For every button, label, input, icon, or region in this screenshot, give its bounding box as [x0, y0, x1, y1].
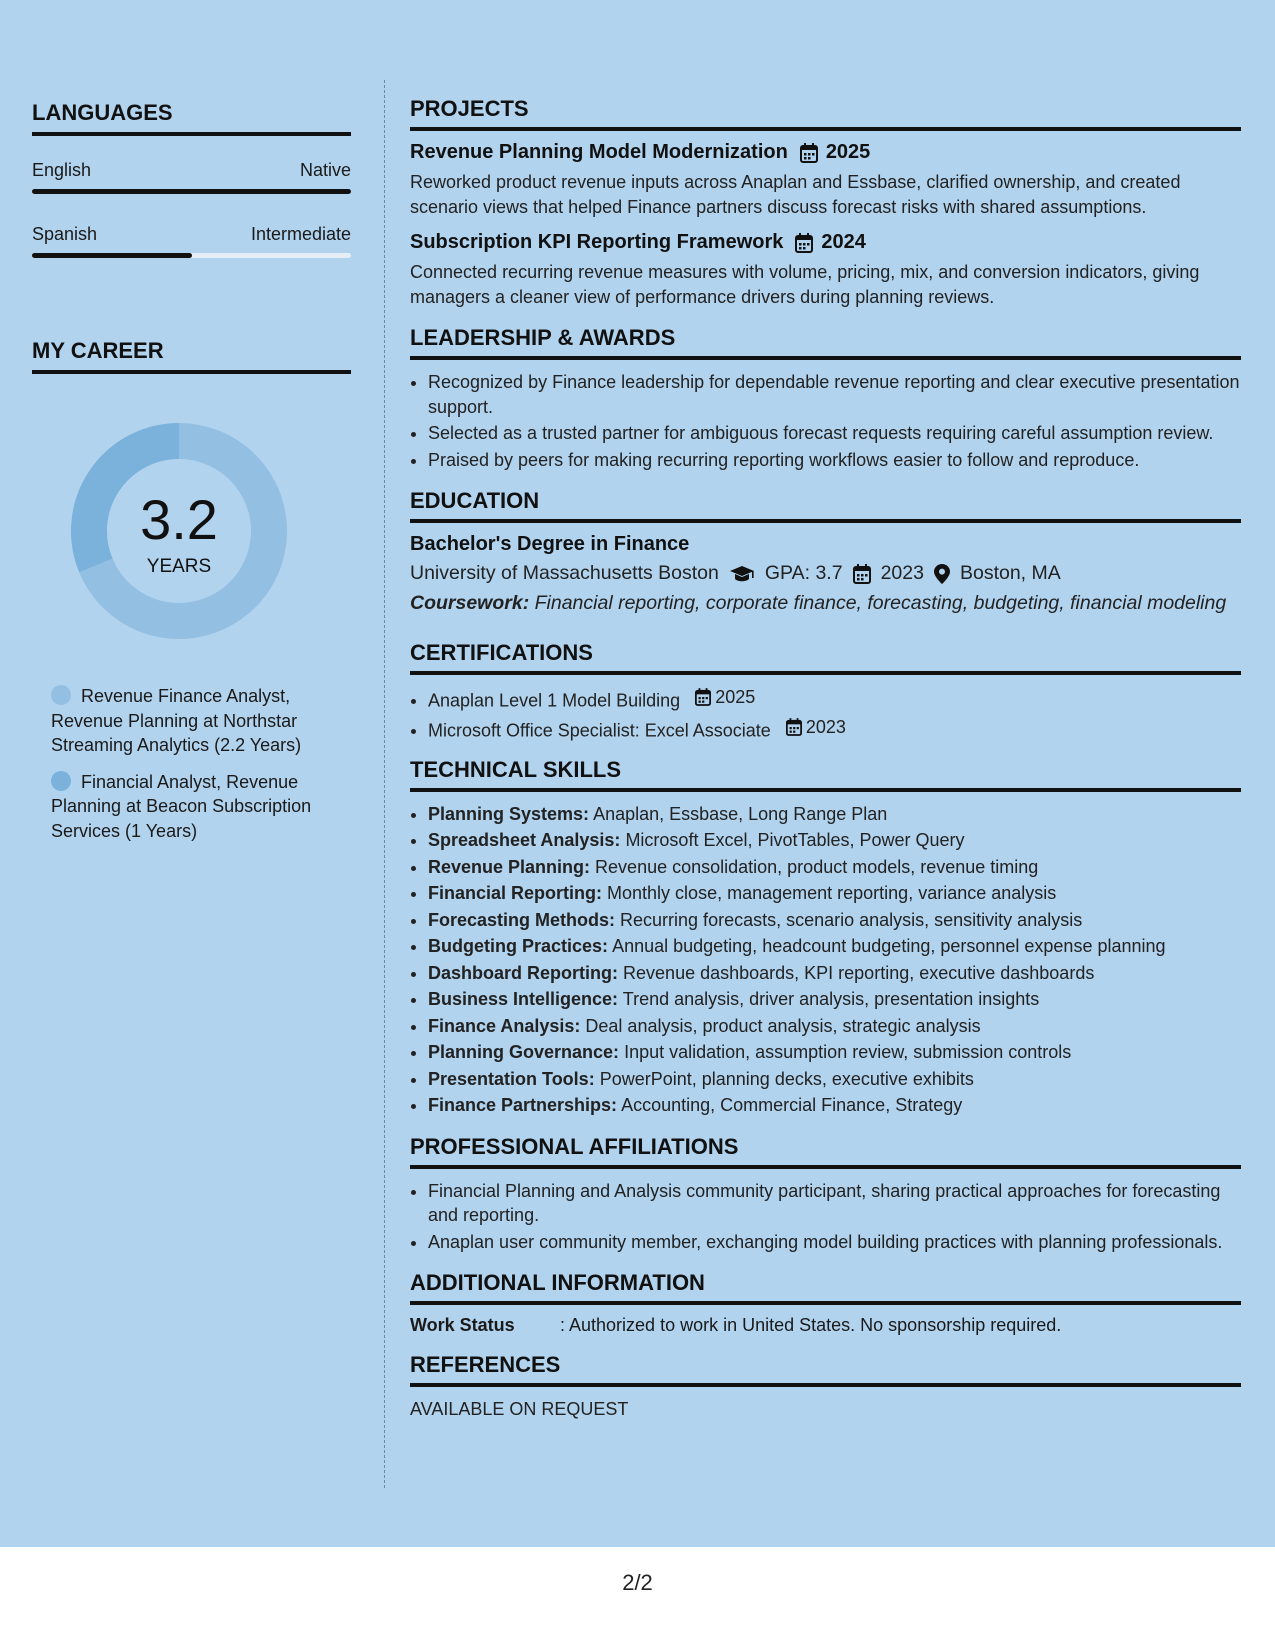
education-year: 2023 — [880, 562, 924, 584]
references-text: AVAILABLE ON REQUEST — [410, 1399, 629, 1419]
skill-value: Recurring forecasts, scenario analysis, sensitivity analysis — [620, 909, 1083, 930]
education-meta — [410, 562, 1241, 585]
references-heading: REFERENCES — [410, 1352, 1241, 1387]
career-role-label: Financial Analyst, Revenue Planning at Beacon Subscription Services (1 Years) — [51, 771, 312, 841]
skill-label: Budgeting Practices: — [428, 936, 609, 956]
calendar-icon — [795, 233, 813, 253]
certification-year: 2025 — [715, 687, 756, 707]
project-title: Subscription KPI Reporting Framework — [410, 231, 784, 253]
graduation-cap-icon — [729, 565, 755, 583]
skill-value: Input validation, assumption review, submission controls — [624, 1042, 1072, 1062]
career-legend-item — [51, 770, 351, 844]
work-status-row — [410, 1315, 1241, 1336]
list-item: • Praised by peers for making recurring reporting workflows easier to follow and reproduce. — [428, 448, 1241, 473]
skill-label: Business Intelligence: — [428, 989, 619, 1009]
additional-info-heading: ADDITIONAL INFORMATION — [410, 1270, 1241, 1305]
certification-year: 2023 — [805, 716, 846, 737]
skill-item — [428, 987, 1241, 1012]
language-level: Intermediate — [250, 224, 351, 244]
language-proficiency-fill — [32, 253, 192, 258]
skill-label: Financial Reporting: — [428, 883, 603, 903]
skill-item — [428, 828, 1241, 853]
education-heading: EDUCATION — [410, 488, 1241, 523]
skill-item — [428, 934, 1241, 959]
list-item: • Selected as a trusted partner for ambiguous forecast requests requiring careful assumption review. — [428, 421, 1241, 446]
language-name: English — [32, 160, 92, 180]
skill-label: Forecasting Methods: — [428, 909, 616, 930]
language-name: Spanish — [32, 224, 98, 244]
language-item — [32, 160, 351, 194]
certification-item — [428, 715, 1241, 743]
work-status-value: : Authorized to work in United States. No sponsorship required. — [560, 1315, 1062, 1335]
certification-name: Microsoft Office Specialist: Excel Associate — [428, 720, 771, 740]
project-year: 2025 — [825, 141, 871, 163]
leadership-list — [410, 370, 1241, 472]
certifications-list — [410, 685, 1241, 743]
career-total-unit: YEARS — [146, 556, 212, 577]
education-location: Boston, MA — [959, 562, 1061, 584]
skill-item — [428, 1067, 1241, 1092]
skill-label: Finance Partnerships: — [428, 1095, 618, 1115]
languages-heading: LANGUAGES — [32, 100, 351, 136]
skills-heading: TECHNICAL SKILLS — [410, 757, 1241, 792]
skill-label: Planning Systems: — [428, 803, 590, 824]
skill-label: Planning Governance: — [428, 1042, 620, 1062]
list-item: • Financial Planning and Analysis community participant, sharing practical approaches for forecasting and reporting. — [428, 1179, 1241, 1228]
skill-value: Microsoft Excel, PivotTables, Power Query — [625, 830, 965, 850]
skill-item — [428, 881, 1241, 906]
certification-item — [428, 685, 1241, 713]
skill-value: Accounting, Commercial Finance, Strategy — [621, 1095, 963, 1115]
skill-label: Finance Analysis: — [428, 1015, 581, 1036]
skill-item — [428, 1040, 1241, 1065]
career-legend-item — [51, 684, 351, 758]
list-item: • Recognized by Finance leadership for dependable revenue reporting and clear executive presentation support. — [428, 370, 1241, 419]
project-year: 2024 — [821, 231, 866, 253]
page-number: 2/2 — [622, 1570, 653, 1595]
skill-item — [428, 1093, 1241, 1118]
skill-item — [428, 802, 1241, 827]
coursework-label: Coursework: — [410, 592, 530, 614]
skill-label: Presentation Tools: — [428, 1068, 595, 1089]
project-item — [410, 141, 1241, 219]
skill-label: Dashboard Reporting: — [428, 962, 619, 983]
coursework-text: Financial reporting, corporate finance, forecasting, budgeting, financial modeling — [534, 592, 1227, 614]
language-proficiency-fill — [32, 189, 351, 194]
education-gpa: GPA: 3.7 — [764, 562, 843, 584]
career-role-label: Revenue Finance Analyst, Revenue Planning at Northstar Streaming Analytics (2.2 Years) — [51, 686, 302, 755]
career-total-years: 3.2 — [140, 488, 218, 551]
skill-value: Revenue consolidation, product models, revenue timing — [595, 856, 1039, 877]
coursework — [410, 591, 1241, 616]
career-legend — [32, 684, 351, 843]
affiliations-heading: PROFESSIONAL AFFILIATIONS — [410, 1134, 1241, 1169]
skill-value: Monthly close, management reporting, variance analysis — [607, 883, 1057, 903]
work-status-label: Work Status — [410, 1315, 515, 1335]
skill-item — [428, 855, 1241, 880]
certifications-heading: CERTIFICATIONS — [410, 640, 1241, 675]
career-donut-chart — [66, 418, 292, 644]
language-level: Native — [299, 160, 351, 180]
certification-name: Anaplan Level 1 Model Building — [428, 690, 681, 711]
project-description: Reworked product revenue inputs across Anaplan and Essbase, clarified ownership, and created scenario views that helped Finance partners discuss forecast risks with shared assumptions. — [410, 172, 1181, 217]
projects-heading: PROJECTS — [410, 96, 1241, 131]
language-proficiency-bar — [32, 189, 351, 194]
project-item — [410, 231, 1241, 309]
degree-title: Bachelor's Degree in Finance — [410, 533, 690, 555]
skill-item — [428, 961, 1241, 986]
skill-item — [428, 1014, 1241, 1039]
column-divider — [384, 80, 385, 1488]
page-footer — [0, 1547, 1275, 1650]
skill-item — [428, 908, 1241, 933]
skill-value: Deal analysis, product analysis, strategic analysis — [585, 1015, 981, 1036]
skill-value: Trend analysis, driver analysis, presentation insights — [622, 989, 1040, 1009]
skill-value: Revenue dashboards, KPI reporting, executive dashboards — [623, 962, 1095, 983]
right-column — [410, 96, 1241, 1422]
map-pin-icon — [934, 564, 950, 584]
project-description: Connected recurring revenue measures with volume, pricing, mix, and conversion indicators, giving managers a cleaner view of performance drivers during planning reviews. — [410, 262, 1200, 307]
project-title: Revenue Planning Model Modernization — [410, 141, 788, 163]
calendar-icon — [695, 688, 711, 706]
career-heading: MY CAREER — [32, 338, 351, 374]
skill-value: Annual budgeting, headcount budgeting, personnel expense planning — [612, 936, 1166, 956]
skill-value: PowerPoint, planning decks, executive exhibits — [599, 1068, 974, 1089]
legend-dot-icon — [51, 685, 71, 705]
skill-label: Revenue Planning: — [428, 856, 591, 877]
calendar-icon — [800, 143, 818, 163]
language-proficiency-bar — [32, 253, 351, 258]
calendar-icon — [786, 718, 802, 736]
school-name: University of Massachusetts Boston — [410, 562, 719, 584]
legend-dot-icon — [51, 771, 71, 791]
calendar-icon — [853, 564, 871, 584]
affiliations-list — [410, 1179, 1241, 1255]
left-column — [32, 100, 351, 855]
language-item — [32, 224, 351, 258]
leadership-heading: LEADERSHIP & AWARDS — [410, 325, 1241, 360]
skill-value: Anaplan, Essbase, Long Range Plan — [593, 803, 888, 824]
list-item: • Anaplan user community member, exchanging model building practices with planning professionals. — [428, 1230, 1241, 1255]
skill-label: Spreadsheet Analysis: — [428, 830, 621, 850]
skills-list — [410, 802, 1241, 1118]
